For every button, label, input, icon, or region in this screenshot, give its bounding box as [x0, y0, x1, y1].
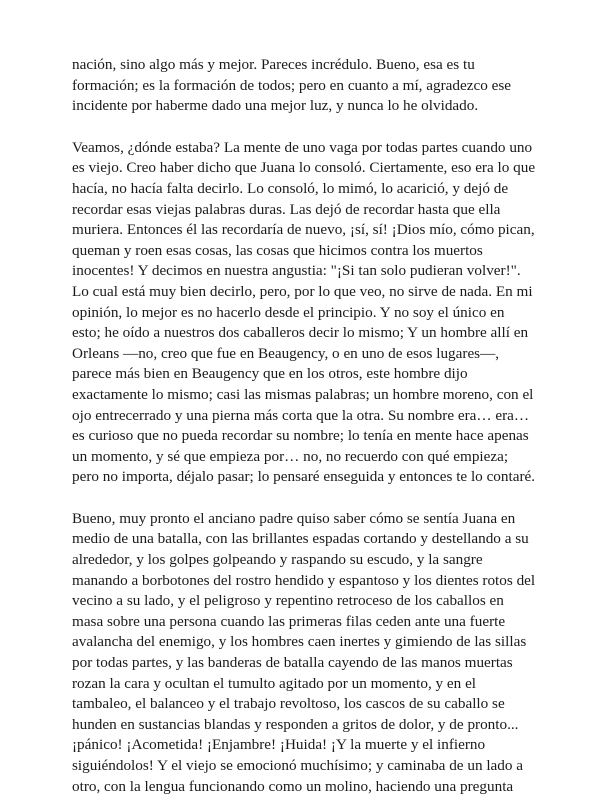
text-line: muriera. Entonces él las recordaría de nuevo, ¡sí, sí! ¡Dios mío, cómo pican, — [72, 221, 535, 239]
paragraph-gap — [72, 488, 534, 509]
text-line: parece más bien en Beaugency que en los otros, este hombre dijo — [72, 365, 468, 383]
document-page — [72, 55, 534, 797]
text-line: esto; he oído a nuestros dos caballeros decir lo mismo; Y un hombre allí en — [72, 324, 529, 342]
text-line: Lo cual está muy bien decirlo, pero, por lo que veo, no sirve de nada. En mi — [72, 282, 533, 300]
text-line: inocentes! Y decimos en nuestra angustia: "¡Si tan solo pudieran volver!". — [72, 262, 521, 280]
text-line: Orleans —no, creo que fue en Beaugency, o en uno de esos lugares—, — [72, 344, 500, 362]
text-line: ojo entrecerrado y una pierna más corta que la otra. Su nombre era… era… — [72, 406, 530, 424]
text-line: queman y roen esas cosas, las cosas que hicimos contra los muertos — [72, 241, 483, 259]
text-line: manando a borbotones del rostro hendido y espantoso y los dientes rotos del — [72, 571, 536, 589]
text-line: otro, con la lengua funcionando como un molino, haciendo una pregunta — [72, 777, 514, 795]
text-line: siguiéndolos! Y el viejo se emocionó muchísimo; y caminaba de un lado a — [72, 757, 524, 774]
text-line: Veamos, ¿dónde estaba? La mente de uno vaga por todas partes cuando uno — [72, 138, 533, 156]
text-line: es curioso que no pueda recordar su nombre; lo tenía en mente hace apenas — [72, 427, 529, 445]
text-line: exactamente lo mismo; casi las mismas palabras; un hombre moreno, con el — [72, 385, 534, 403]
text-line: es viejo. Creo haber dicho que Juana lo consoló. Ciertamente, eso era lo que — [72, 159, 536, 177]
text-line: vecino a su lado, y el peligroso y repentino retroceso de los caballos en — [72, 592, 504, 610]
text-line: hacía, no hacía falta decirlo. Lo consoló, lo mimó, lo acarició, y dejó de — [72, 179, 509, 197]
text-line: medio de una batalla, con las brillantes espadas cortando y destellando a su — [72, 530, 529, 548]
text-line: ¡pánico! ¡Acometida! ¡Enjambre! ¡Huida! ¡Y la muerte y el infierno — [72, 736, 486, 754]
paragraph-gap — [72, 117, 534, 138]
text-line: nación, sino algo más y mejor. Pareces incrédulo. Bueno, esa es tu — [72, 56, 475, 73]
text-line: masa sobre una persona cuando las primeras filas ceden ante una fuerte — [72, 612, 506, 630]
text-line: tambaleo, el balanceo y el trabajo revoltoso, los cascos de su caballo se — [72, 695, 505, 713]
text-line: por todas partes, y las banderas de batalla cayendo de las manos muertas — [72, 654, 513, 672]
text-line: Bueno, muy pronto el anciano padre quiso saber cómo se sentía Juana en — [72, 509, 516, 527]
text-line: avalancha del enemigo, y los hombres caen inertes y gimiendo de las sillas — [72, 633, 527, 651]
text-line: incidente por haberme dado una mejor luz, y nunca lo he olvidado. — [72, 97, 479, 115]
text-line: recordar esas viejas palabras duras. Las dejó de recordar hasta que ella — [72, 200, 501, 218]
text-line: un momento, y sé que empieza por… no, no recuerdo con qué empieza; — [72, 447, 509, 465]
paragraph — [72, 138, 534, 488]
text-line: formación; es la formación de todos; pero en cuanto a mí, agradezco ese — [72, 76, 511, 94]
text-line: alrededor, y los golpes golpeando y raspando su escudo, y la sangre — [72, 551, 483, 569]
text-line: pero no importa, déjalo pasar; lo pensaré enseguida y entonces te lo contaré. — [72, 468, 536, 486]
paragraph — [72, 55, 534, 117]
text-line: hunden en sustancias blandas y responden a gritos de dolor, y de pronto... — [72, 715, 519, 733]
text-line: opinión, lo mejor es no hacerlo desde el principio. Y no soy el único en — [72, 303, 505, 321]
paragraph — [72, 509, 534, 797]
text-line: rozan la cara y ocultan el tumulto agitado por un momento, y en el — [72, 674, 477, 692]
